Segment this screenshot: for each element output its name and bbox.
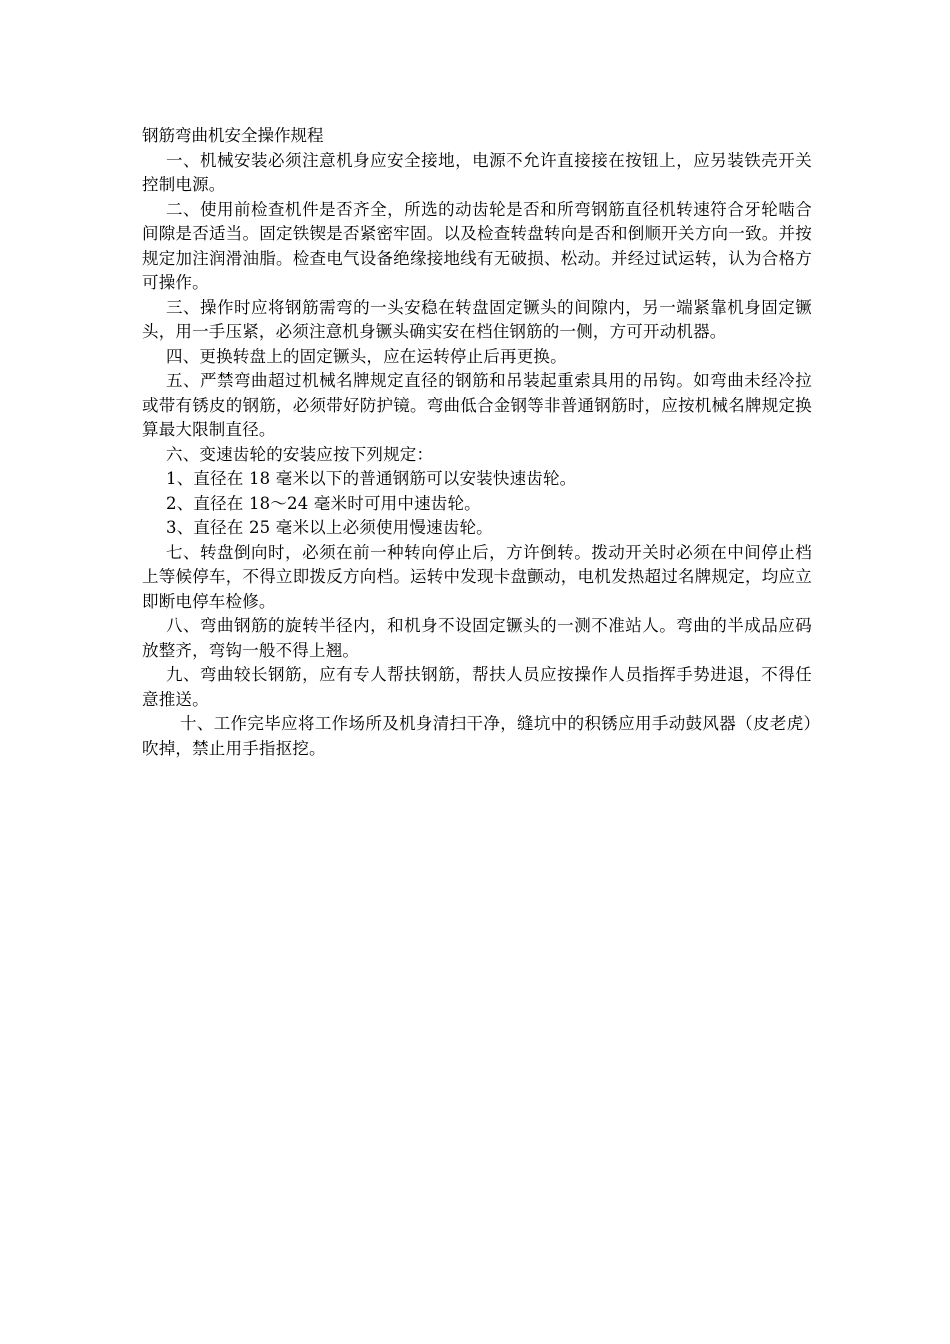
paragraph-rule-2: 二、使用前检查机件是否齐全，所选的动齿轮是否和所弯钢筋直径机转速符合牙轮啮合间隙是否适当。固定铁锲是否紧密牢固。以及检查转盘转向是否和倒顺开关方向一致。并按规定加注润滑油脂。检查电气设备绝缘接地线有无破损、松动。并经过试运转，认为合格方可操作。 (142, 199, 812, 292)
paragraph-rule-6: 六、变速齿轮的安装应按下列规定： (166, 444, 434, 464)
paragraph-rule-9: 九、弯曲较长钢筋，应有专人帮扶钢筋，帮扶人员应按操作人员指挥手势进退，不得任意推送。 (142, 665, 812, 709)
paragraph-rule-4: 四、更换转盘上的固定镢头，应在运转停止后再更换。 (166, 346, 567, 366)
document-body (142, 124, 812, 761)
paragraph-rule-5: 五、严禁弯曲超过机械名牌规定直径的钢筋和吊装起重索具用的吊钩。如弯曲未经冷拉或带有锈皮的钢筋，必须带好防护镜。弯曲低合金钢等非普通钢筋时，应按机械名牌规定换算最大限制直径。 (142, 371, 812, 439)
paragraph-rule-3: 三、操作时应将钢筋需弯的一头安稳在转盘固定镢头的间隙内，另一端紧靠机身固定镢头，用一手压紧，必须注意机身镢头确实安在档住钢筋的一侧，方可开动机器。 (142, 297, 812, 341)
paragraph-gear-item-3: 3、直径在 25 毫米以上必须使用慢速齿轮。 (166, 518, 493, 537)
paragraph-gear-item-2: 2、直径在 18～24 毫米时可用中速齿轮。 (166, 493, 481, 513)
paragraph-rule-10: 十、工作完毕应将工作场所及机身清扫干净，缝坑中的积锈应用手动鼓风器（皮老虎）吹掉，禁止用手指抠挖。 (142, 714, 812, 758)
paragraph-rule-7: 七、转盘倒向时，必须在前一种转向停止后，方许倒转。拨动开关时必须在中间停止档上等候停车，不得立即拨反方向档。运转中发现卡盘颤动，电机发热超过名牌规定，均应立即断电停车检修。 (142, 542, 812, 611)
paragraph-rule-1: 一、机械安装必须注意机身应安全接地，电源不允许直接接在按钮上，应另装铁壳开关控制电源。 (142, 150, 812, 194)
paragraph-gear-item-1: 1、直径在 18 毫米以下的普通钢筋可以安装快速齿轮。 (166, 469, 577, 488)
paragraph-rule-8: 八、弯曲钢筋的旋转半径内，和机身不设固定镢头的一测不准站人。弯曲的半成品应码放整齐，弯钩一般不得上翘。 (142, 616, 812, 660)
document-title: 钢筋弯曲机安全操作规程 (142, 126, 324, 145)
